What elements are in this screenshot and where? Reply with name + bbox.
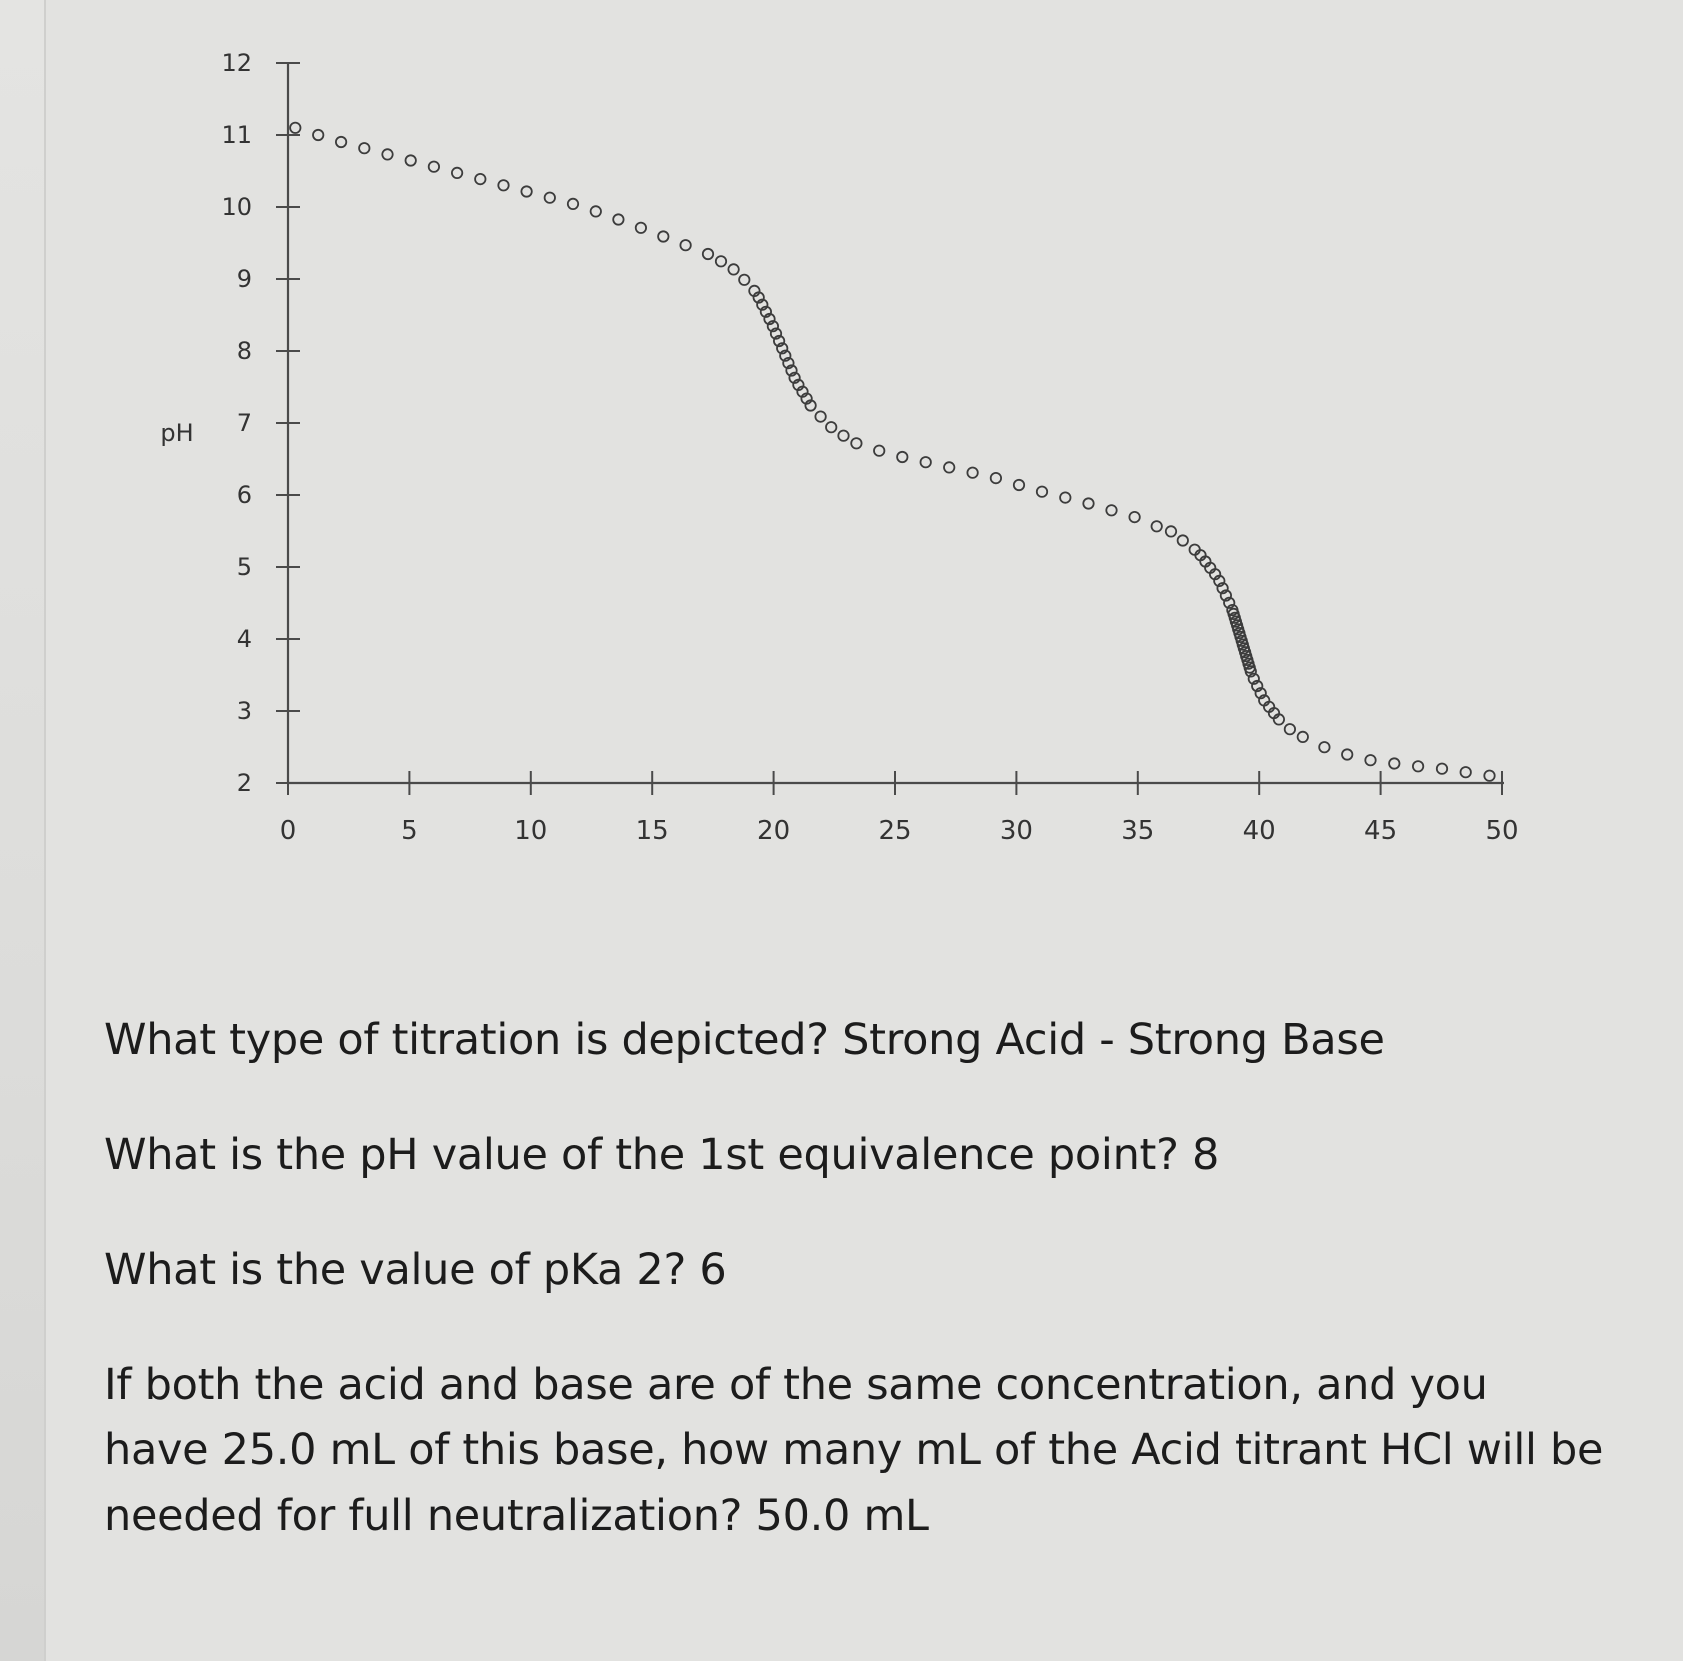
data-point <box>815 411 825 421</box>
data-point <box>897 452 907 462</box>
x-tick-label: 45 <box>1364 816 1398 846</box>
data-point <box>826 422 836 432</box>
y-tick-label: 3 <box>236 697 252 725</box>
y-axis-label: pH <box>160 419 194 447</box>
question-neutralization-volume: If both the acid and base are of the same concentration, and you have 25.0 mL of this base, how many mL of the Acid titrant HCl will be needed for full neutralization? 50.0 mL <box>104 1360 1604 1541</box>
data-point <box>703 249 713 259</box>
data-points <box>290 123 1495 781</box>
data-point <box>967 468 977 478</box>
y-tick-label: 7 <box>236 409 252 437</box>
data-point <box>475 174 485 184</box>
x-tick-label: 0 <box>279 816 297 846</box>
ticks <box>276 63 1502 795</box>
data-point <box>382 149 392 159</box>
data-point <box>1342 749 1352 759</box>
data-point <box>1037 487 1047 497</box>
x-tick-label: 35 <box>1121 816 1155 846</box>
data-point <box>498 180 508 190</box>
data-point <box>336 137 346 147</box>
data-point <box>406 155 416 165</box>
data-point <box>613 214 623 224</box>
data-point <box>1014 480 1024 490</box>
data-point <box>1319 742 1329 752</box>
data-point <box>290 123 300 133</box>
data-point <box>1178 535 1188 545</box>
data-point <box>1083 498 1093 508</box>
data-point <box>1129 512 1139 522</box>
data-point <box>1484 771 1494 781</box>
data-point <box>452 168 462 178</box>
data-point <box>1152 521 1162 531</box>
data-point <box>1166 526 1176 536</box>
data-point <box>313 130 323 140</box>
y-tick-label: 12 <box>221 49 252 77</box>
axes <box>288 63 1504 783</box>
data-point <box>429 162 439 172</box>
data-point <box>545 193 555 203</box>
data-point <box>658 231 668 241</box>
data-point <box>680 240 690 250</box>
data-point <box>874 446 884 456</box>
x-tick-label: 50 <box>1485 816 1519 846</box>
data-point <box>1413 761 1423 771</box>
data-point <box>591 206 601 216</box>
data-point <box>636 223 646 233</box>
x-tick-label: 10 <box>514 816 548 846</box>
x-tick-label: 25 <box>878 816 912 846</box>
y-tick-label: 11 <box>221 121 252 149</box>
y-tick-label: 2 <box>236 769 252 797</box>
data-point <box>921 457 931 467</box>
y-tick-label: 4 <box>236 625 252 653</box>
data-point <box>851 438 861 448</box>
data-point <box>1389 758 1399 768</box>
data-point <box>1437 764 1447 774</box>
data-point <box>1060 492 1070 502</box>
x-tick-label: 5 <box>401 816 418 846</box>
y-tick-label: 8 <box>236 337 252 365</box>
data-point <box>1365 755 1375 765</box>
x-tick-label: 15 <box>635 816 669 846</box>
data-point <box>359 143 369 153</box>
data-point <box>728 264 738 274</box>
question-pka2: What is the value of pKa 2? 6 <box>104 1245 727 1295</box>
data-point <box>838 431 848 441</box>
data-point <box>991 473 1001 483</box>
data-point <box>1298 732 1308 742</box>
data-point <box>521 186 531 196</box>
x-tick-label: 30 <box>999 816 1033 846</box>
y-tick-label: 9 <box>236 265 252 293</box>
data-point <box>1285 724 1295 734</box>
data-point <box>1106 505 1116 515</box>
tick-labels <box>221 49 1518 846</box>
data-point <box>739 275 749 285</box>
data-point <box>568 199 578 209</box>
question-first-equivalence-ph: What is the pH value of the 1st equivalence point? 8 <box>104 1130 1220 1180</box>
x-tick-label: 20 <box>757 816 791 846</box>
y-tick-label: 5 <box>236 553 252 581</box>
question-titration-type: What type of titration is depicted? Strong Acid - Strong Base <box>104 1015 1385 1065</box>
data-point <box>716 256 726 266</box>
y-tick-label: 6 <box>236 481 252 509</box>
y-tick-label: 10 <box>221 193 252 221</box>
data-point <box>944 462 954 472</box>
data-point <box>1461 767 1471 777</box>
x-tick-label: 40 <box>1242 816 1276 846</box>
